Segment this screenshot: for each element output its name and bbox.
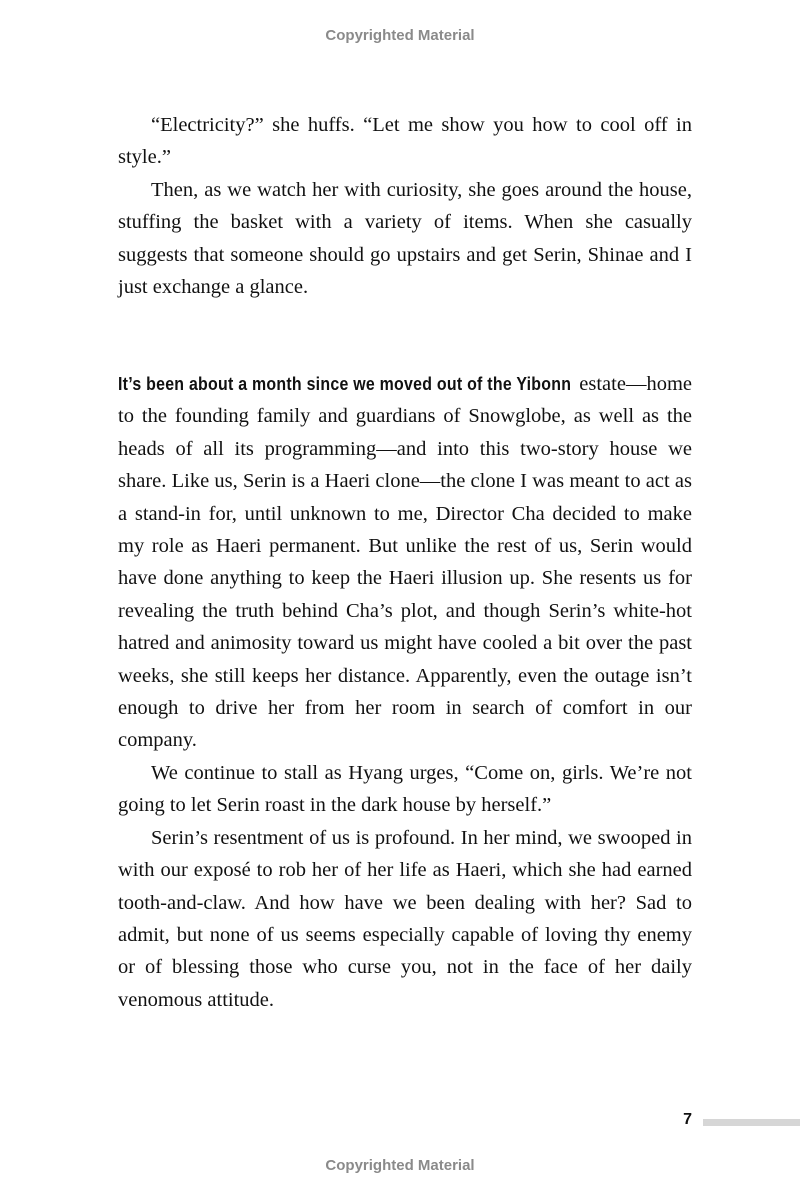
section-opening-paragraph: [118, 368, 692, 757]
page-number: 7: [683, 1111, 692, 1128]
opening-paragraph-text: estate—home to the founding family and guardians of Snowglobe, as well as the heads of all its programming—and into this two-story house we share. Like us, Serin is a Haeri clone—the clone I was meant to act as a stand-in for, until unknown to me, Director Cha decided to make my role as Haeri permanent. But unlike the rest of us, Serin would have done anything to keep the Haeri illusion up. She resents us for revealing the truth behind Cha’s plot, and though Serin’s white-hot hatred and animosity toward us might have cooled a bit over the past weeks, she still keeps her distance. Apparently, even the outage isn’t enough to drive her from her room in search of comfort in our company.: [118, 373, 692, 752]
folio-rule: [703, 1119, 800, 1126]
paragraph: “Electricity?” she huffs. “Let me show you how to cool off in style.”: [118, 114, 692, 169]
watermark-top: Copyrighted Material: [325, 27, 475, 44]
body-text-section-1: [118, 109, 692, 303]
body-text-section-2: [118, 368, 692, 1016]
watermark-bottom: Copyrighted Material: [325, 1157, 475, 1174]
section-lead-in: It’s been about a month since we moved out of the Yibonn: [118, 373, 572, 394]
paragraph: Then, as we watch her with curiosity, she goes around the house, stuffing the basket with a variety of items. When she casually suggests that someone should go upstairs and get Serin, Shinae and I just exchange a glance.: [118, 178, 692, 299]
paragraph: We continue to stall as Hyang urges, “Come on, girls. We’re not going to let Serin roast in the dark house by herself.”: [118, 761, 692, 817]
paragraph: Serin’s resentment of us is profound. In her mind, we swooped in with our exposé to rob her of her life as Haeri, which she had earned tooth-and-claw. And how have we been dealing with her? Sad to admit, but none of us seems especially capable of loving thy enemy or of blessing those who curse you, not in the face of her daily venomous attitude.: [118, 826, 692, 1011]
